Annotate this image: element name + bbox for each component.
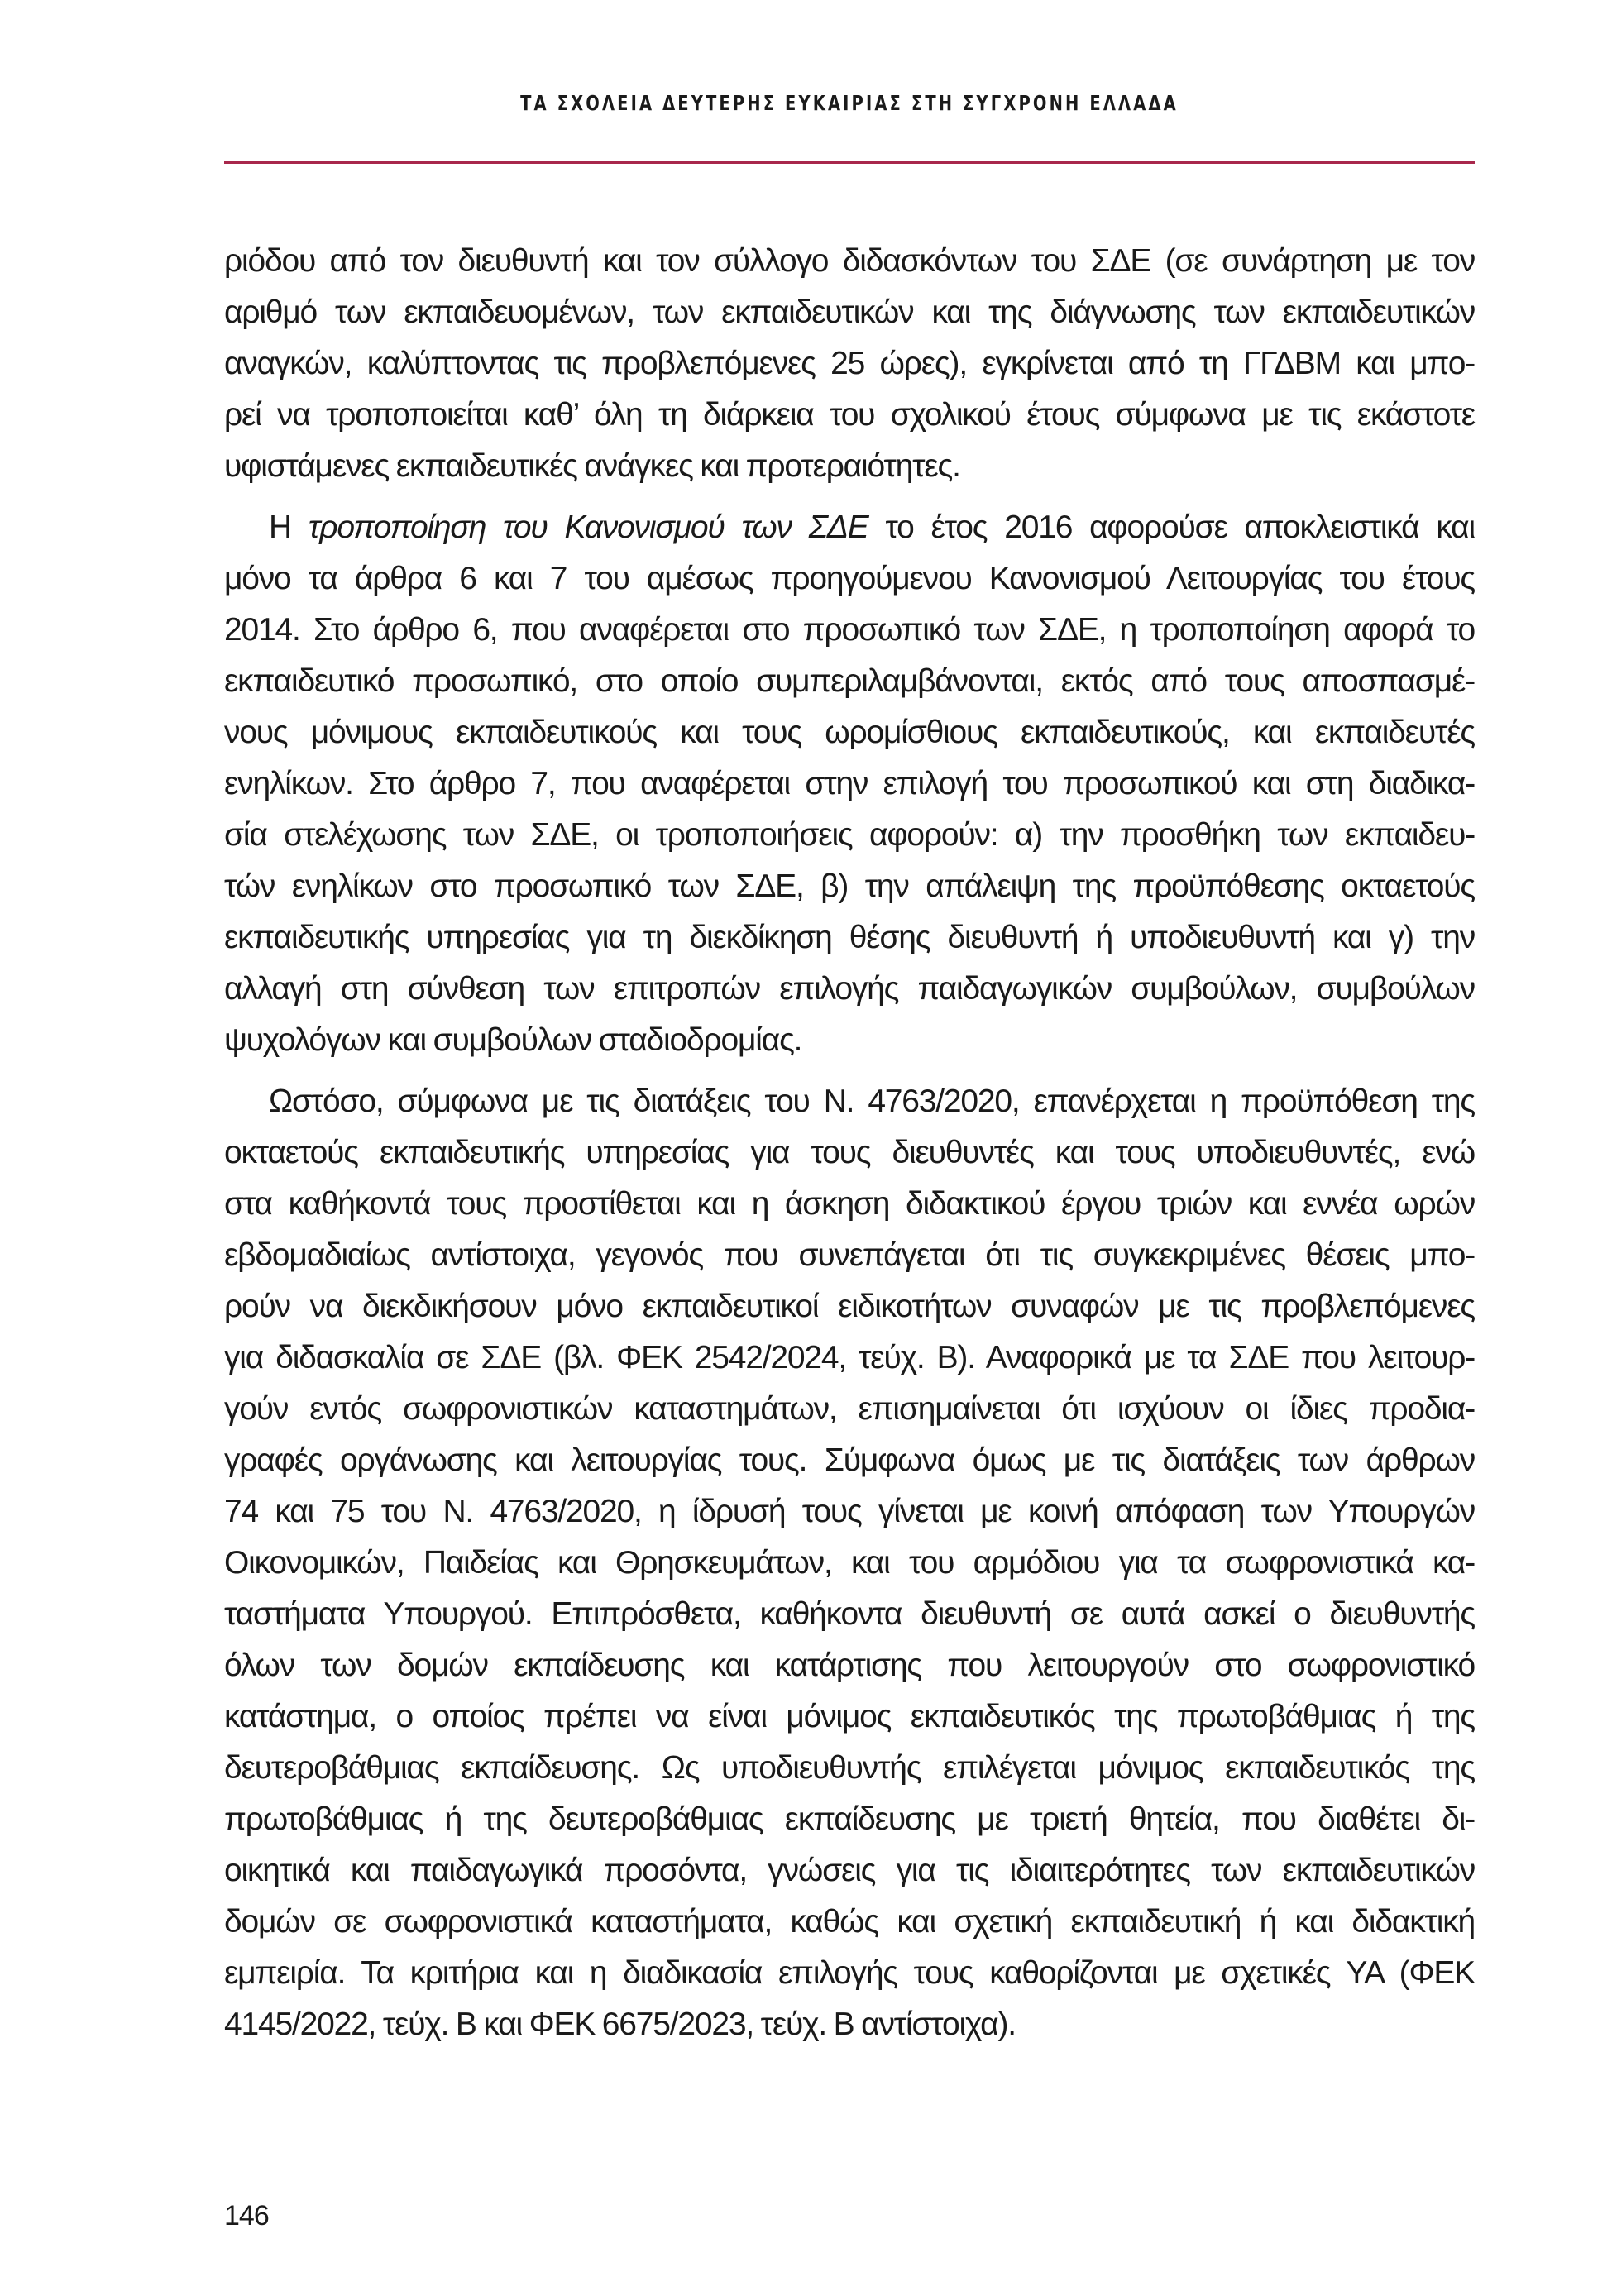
text-line: γούν εντός σωφρονιστικών καταστημάτων, επισημαίνεται ότι ισχύουν οι ίδιες προδια-: [224, 1391, 1475, 1427]
text-line: μόνο τα άρθρα 6 και 7 του αμέσως προηγούμενου Κανονισμού Λειτουργίας του έτους: [224, 561, 1475, 596]
text-line: αλλαγή στη σύνθεση των επιτροπών επιλογής παιδαγωγικών συμβούλων, συμβούλων: [224, 971, 1475, 1007]
text-line: υφιστάμενες εκπαιδευτικές ανάγκες και προτεραιότητες.: [224, 448, 960, 484]
text-line-first: Ωστόσο, σύμφωνα με τις διατάξεις του Ν. 4763/2020, επανέρχεται η προϋπόθεση της: [269, 1083, 1475, 1119]
text-line: ριόδου από τον διευθυντή και τον σύλλογο διδασκόντων του ΣΔΕ (σε συνάρτηση με τον: [224, 243, 1475, 279]
paragraph-2: [224, 502, 1475, 1066]
text-line: ενηλίκων. Στο άρθρο 7, που αναφέρεται στην επιλογή του προσωπικού και στη διαδικα-: [224, 766, 1475, 801]
header-rule-divider: [224, 161, 1475, 164]
text-line: πρωτοβάθμιας ή της δευτεροβάθμιας εκπαίδευσης με τριετή θητεία, που διαθέτει δι-: [224, 1801, 1475, 1837]
italic-term: τροποποίηση του Κανονισμού των ΣΔΕ: [308, 509, 868, 545]
text-line: ταστήματα Υπουργού. Επιπρόσθετα, καθήκοντα διευθυντή σε αυτά ασκεί ο διευθυντής: [224, 1596, 1475, 1632]
text-line: οικητικά και παιδαγωγικά προσόντα, γνώσεις για τις ιδιαιτερότητες των εκπαιδευτικών: [224, 1853, 1475, 1888]
text-line: για διδασκαλία σε ΣΔΕ (βλ. ΦΕΚ 2542/2024, τεύχ. Β). Αναφορικά με τα ΣΔΕ που λειτουρ-: [224, 1340, 1475, 1375]
text-line: 74 και 75 του Ν. 4763/2020, η ίδρυσή τους γίνεται με κοινή απόφαση των Υπουργών: [224, 1494, 1475, 1529]
text-line: γραφές οργάνωσης και λειτουργίας τους. Σύμφωνα όμως με τις διατάξεις των άρθρων: [224, 1442, 1475, 1478]
page-number: 146: [224, 2200, 269, 2231]
text-line: όλων των δομών εκπαίδευσης και κατάρτισης που λειτουργούν στο σωφρονιστικό: [224, 1648, 1475, 1683]
text-line: 2014. Στο άρθρο 6, που αναφέρεται στο προσωπικό των ΣΔΕ, η τροποποίηση αφορά το: [224, 612, 1475, 648]
paragraph-1: [224, 236, 1475, 492]
text-line: τών ενηλίκων στο προσωπικό των ΣΔΕ, β) την απάλειψη της προϋπόθεσης οκταετούς: [224, 868, 1475, 904]
text-line: 4145/2022, τεύχ. Β και ΦΕΚ 6675/2023, τεύχ. Β αντίστοιχα).: [224, 2007, 1016, 2042]
paragraph-3: [224, 1076, 1475, 2050]
lead-text: Η: [269, 509, 309, 545]
text-line: ψυχολόγων και συμβούλων σταδιοδρομίας.: [224, 1022, 802, 1058]
text-line: αριθμό των εκπαιδευομένων, των εκπαιδευτικών και της διάγνωσης των εκπαιδευτικών: [224, 294, 1475, 330]
text-line: νους μόνιμους εκπαιδευτικούς και τους ωρομίσθιους εκπαιδευτικούς, και εκπαιδευτές: [224, 715, 1475, 750]
running-head-title: ΤΑ ΣΧΟΛΕΙΑ ΔΕΥΤΕΡΗΣ ΕΥΚΑΙΡΙΑΣ ΣΤΗ ΣΥΓΧΡΟΝΗ ΕΛΛΑΔΑ: [520, 91, 1179, 115]
text-line: ρούν να διεκδικήσουν μόνο εκπαιδευτικοί ειδικοτήτων συναφών με τις προβλεπόμενες: [224, 1289, 1475, 1324]
text-line: οκταετούς εκπαιδευτικής υπηρεσίας για τους διευθυντές και τους υποδιευθυντές, ενώ: [224, 1135, 1475, 1170]
body-text: [224, 236, 1475, 2060]
text-line: εβδομαδιαίως αντίστοιχα, γεγονός που συνεπάγεται ότι τις συγκεκριμένες θέσεις μπο-: [224, 1237, 1475, 1273]
text-line: σία στελέχωσης των ΣΔΕ, οι τροποποιήσεις αφορούν: α) την προσθήκη των εκπαιδευ-: [224, 817, 1475, 853]
text-line: ρεί να τροποποιείται καθ’ όλη τη διάρκεια του σχολικού έτους σύμφωνα με τις εκάστοτε: [224, 397, 1475, 433]
text-line: αναγκών, καλύπτοντας τις προβλεπόμενες 25 ώρες), εγκρίνεται από τη ΓΓΔΒΜ και μπο-: [224, 346, 1475, 381]
text-line-first: [224, 502, 1475, 553]
text-line: κατάστημα, ο οποίος πρέπει να είναι μόνιμος εκπαιδευτικός της πρωτοβάθμιας ή της: [224, 1699, 1475, 1734]
line-rest: το έτος 2016 αφορούσε αποκλειστικά και: [868, 509, 1475, 545]
text-line: εκπαιδευτικής υπηρεσίας για τη διεκδίκηση θέσης διευθυντή ή υποδιευθυντή και γ) την: [224, 920, 1475, 955]
text-line: Οικονομικών, Παιδείας και Θρησκευμάτων, και του αρμόδιου για τα σωφρονιστικά κα-: [224, 1545, 1475, 1581]
text-line: στα καθήκοντά τους προστίθεται και η άσκηση διδακτικού έργου τριών και εννέα ωρών: [224, 1186, 1475, 1222]
text-line: εμπειρία. Τα κριτήρια και η διαδικασία επιλογής τους καθορίζονται με σχετικές ΥΑ (ΦΕΚ: [224, 1955, 1475, 1991]
text-line: δομών σε σωφρονιστικά καταστήματα, καθώς και σχετική εκπαιδευτική ή και διδακτική: [224, 1904, 1475, 1940]
text-line: δευτεροβάθμιας εκπαίδευσης. Ως υποδιευθυντής επιλέγεται μόνιμος εκπαιδευτικός της: [224, 1750, 1475, 1786]
text-line: εκπαιδευτικό προσωπικό, στο οποίο συμπεριλαμβάνονται, εκτός από τους αποσπασμέ-: [224, 663, 1475, 699]
